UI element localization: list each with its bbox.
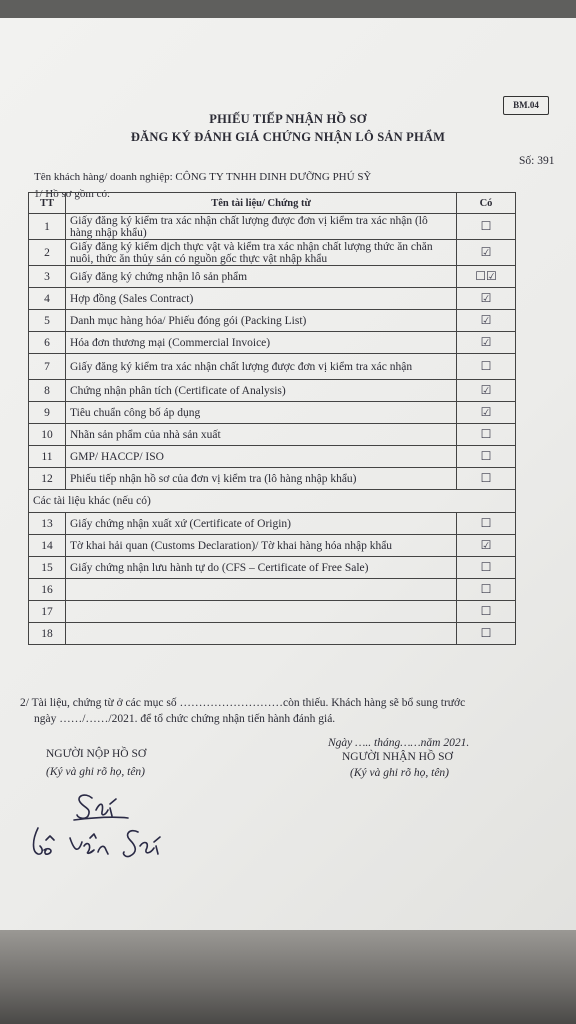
row-number: 17 — [29, 601, 66, 623]
checkbox-cell — [457, 214, 516, 240]
empty-checkbox-icon: ☐ — [480, 427, 492, 441]
checkbox-cell — [457, 535, 516, 557]
checkbox-cell — [457, 424, 516, 446]
document-name: Hóa đơn thương mại (Commercial Invoice) — [66, 332, 457, 354]
empty-checkbox-icon: ☐ — [480, 626, 492, 640]
checkbox-cell — [457, 468, 516, 490]
document-name — [66, 601, 457, 623]
row-number: 7 — [29, 354, 66, 380]
document-name: Danh mục hàng hóa/ Phiếu đóng gói (Packing List) — [66, 310, 457, 332]
title-line1: PHIẾU TIẾP NHẬN HỒ SƠ — [209, 112, 367, 126]
table-row — [29, 535, 516, 557]
table-row — [29, 623, 516, 645]
checked-checkbox-icon: ☑ — [480, 245, 492, 259]
header-name: Tên tài liệu/ Chứng từ — [66, 193, 457, 214]
empty-checkbox-icon: ☐ — [480, 219, 492, 233]
document-name: Giấy đăng ký kiểm tra xác nhận chất lượng được đơn vị kiểm tra xác nhận — [66, 354, 457, 380]
section1-label: 1/ Hồ sơ gồm có: — [34, 188, 111, 200]
form-code: BM.04 — [503, 96, 549, 115]
table-header-row — [29, 193, 516, 214]
empty-checkbox-icon: ☐ — [480, 449, 492, 463]
header-tt: TT — [29, 193, 66, 214]
document-name: Giấy đăng ký kiểm dịch thực vật và kiểm tra xác nhận chất lượng thức ăn chăn nuôi, thức ăn thủy sản có nguồn gốc thực vật nhập khẩu — [66, 240, 457, 266]
document-name: Giấy chứng nhận lưu hành tự do (CFS – Certificate of Free Sale) — [66, 557, 457, 579]
row-number: 9 — [29, 402, 66, 424]
table-row — [29, 601, 516, 623]
document-name: Giấy đăng ký kiểm tra xác nhận chất lượng được đơn vị kiểm tra xác nhận (lô hàng nhập khẩu) — [66, 214, 457, 240]
checkbox-cell — [457, 310, 516, 332]
document-name: GMP/ HACCP/ ISO — [66, 446, 457, 468]
receiver-title: NGƯỜI NHẬN HỒ SƠ — [342, 751, 453, 763]
other-docs-label: Các tài liệu khác (nếu có) — [29, 490, 516, 513]
empty-checkbox-icon: ☐ — [480, 582, 492, 596]
document-name: Chứng nhận phân tích (Certificate of Analysis) — [66, 380, 457, 402]
checkbox-cell — [457, 380, 516, 402]
checkbox-cell — [457, 557, 516, 579]
checked-checkbox-icon: ☑ — [480, 383, 492, 397]
checkbox-cell — [457, 402, 516, 424]
checkbox-cell — [457, 240, 516, 266]
receiver-sub: (Ký và ghi rõ họ, tên) — [350, 767, 450, 779]
row-number: 3 — [29, 266, 66, 288]
checked-checkbox-icon: ☑ — [480, 291, 492, 305]
table-row — [29, 557, 516, 579]
row-number: 5 — [29, 310, 66, 332]
table-row — [29, 380, 516, 402]
table-row — [29, 354, 516, 380]
document-name — [66, 579, 457, 601]
checkbox-cell — [457, 601, 516, 623]
note-line1: 2/ Tài liệu, chứng từ ở các mục số ………………………còn thiếu. Khách hàng sẽ bổ sung trước — [20, 697, 466, 709]
checkbox-cell — [457, 623, 516, 645]
table-row — [29, 266, 516, 288]
checked-checkbox-icon: ☑ — [480, 405, 492, 419]
background-surface — [0, 930, 576, 1024]
checkbox-cell — [457, 266, 516, 288]
row-number: 12 — [29, 468, 66, 490]
table-row — [29, 468, 516, 490]
empty-checkbox-icon: ☐ — [480, 359, 492, 373]
document-name: Hợp đồng (Sales Contract) — [66, 288, 457, 310]
document-number: Số: 391 — [519, 155, 555, 167]
row-number: 11 — [29, 446, 66, 468]
checkbox-cell — [457, 332, 516, 354]
header-co: Có — [457, 193, 516, 214]
empty-checkbox-icon: ☐ — [480, 560, 492, 574]
row-number: 18 — [29, 623, 66, 645]
empty-checkbox-icon: ☐ — [480, 604, 492, 618]
empty-checkbox-icon: ☐ — [480, 516, 492, 530]
row-number: 14 — [29, 535, 66, 557]
table-row — [29, 288, 516, 310]
document-name: Phiếu tiếp nhận hồ sơ của đơn vị kiểm tra (lô hàng nhập khẩu) — [66, 468, 457, 490]
empty-checkbox-icon: ☐ — [480, 471, 492, 485]
handwritten-signature — [30, 780, 190, 870]
document-name: Giấy chứng nhận xuất xứ (Certificate of Origin) — [66, 513, 457, 535]
row-number: 4 — [29, 288, 66, 310]
checkbox-cell — [457, 513, 516, 535]
table-row — [29, 579, 516, 601]
checkbox-cell — [457, 288, 516, 310]
document-name — [66, 623, 457, 645]
row-number: 15 — [29, 557, 66, 579]
row-number: 16 — [29, 579, 66, 601]
document-name: Tiêu chuẩn công bố áp dụng — [66, 402, 457, 424]
table-row — [29, 513, 516, 535]
table-row — [29, 402, 516, 424]
submitter-title: NGƯỜI NỘP HỒ SƠ — [46, 748, 147, 760]
row-number: 1 — [29, 214, 66, 240]
document-name: Tờ khai hải quan (Customs Declaration)/ Tờ khai hàng hóa nhập khẩu — [66, 535, 457, 557]
note-line2: ngày ……/……/2021. để tổ chức chứng nhận tiến hành đánh giá. — [34, 713, 336, 725]
checkbox-cell — [457, 354, 516, 380]
submitter-sub: (Ký và ghi rõ họ, tên) — [46, 766, 146, 778]
row-number: 10 — [29, 424, 66, 446]
row-number: 13 — [29, 513, 66, 535]
table-row — [29, 332, 516, 354]
row-number: 8 — [29, 380, 66, 402]
checkbox-cell — [457, 446, 516, 468]
row-number: 2 — [29, 240, 66, 266]
other-docs-row — [29, 490, 516, 513]
checked-checkbox-icon: ☐☑ — [475, 269, 497, 283]
table-row — [29, 240, 516, 266]
title-line2: ĐĂNG KÝ ĐÁNH GIÁ CHỨNG NHẬN LÔ SẢN PHẨM — [130, 130, 446, 144]
date-line: Ngày ….. tháng……năm 2021. — [328, 737, 470, 749]
checked-checkbox-icon: ☑ — [480, 335, 492, 349]
checked-checkbox-icon: ☑ — [480, 538, 492, 552]
table-row — [29, 424, 516, 446]
table-row — [29, 214, 516, 240]
documents-table — [28, 192, 516, 645]
row-number: 6 — [29, 332, 66, 354]
checkbox-cell — [457, 579, 516, 601]
table-row — [29, 446, 516, 468]
customer-line: Tên khách hàng/ doanh nghiệp: CÔNG TY TNHH DINH DƯỠNG PHÚ SỸ — [34, 171, 372, 183]
table-row — [29, 310, 516, 332]
checked-checkbox-icon: ☑ — [480, 313, 492, 327]
document-name: Nhãn sản phẩm của nhà sản xuất — [66, 424, 457, 446]
document-name: Giấy đăng ký chứng nhận lô sản phẩm — [66, 266, 457, 288]
